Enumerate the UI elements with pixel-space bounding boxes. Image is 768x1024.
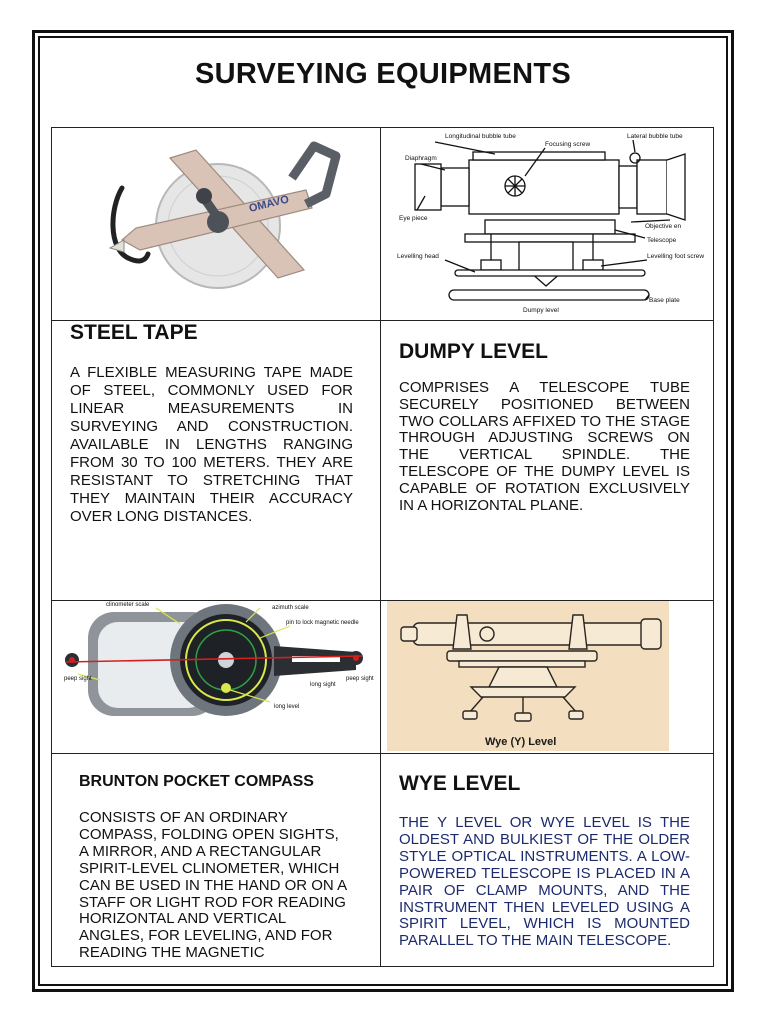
- grid-top-line: [51, 127, 714, 128]
- brunton-label-pin: pin to lock magnetic needle: [286, 620, 359, 626]
- brunton-compass-image: [60, 598, 374, 720]
- dumpy-label-foot-screw: Levelling foot screw: [647, 253, 705, 260]
- brunton-label-peep-right: peep sight: [346, 676, 374, 682]
- dumpy-level-description: COMPRISES A TELESCOPE TUBE SECURELY POSITIONED BETWEEN TWO COLLARS AFFIXED TO THE STAGE THROUGH ADJUSTING SCREWS ON THE VERTICAL SPINDLE. THE TELESCOPE OF THE DUMPY LEVEL IS CAPABLE OF ROTATION EXCLUSIVELY IN A HORIZONTAL PLANE.: [399, 379, 690, 514]
- dumpy-diagram-caption: Dumpy level: [523, 307, 559, 314]
- dumpy-label-telescope: Telescope: [647, 237, 677, 244]
- wye-text-part-1: THE Y LEVEL OR WYE LEVEL IS THE: [399, 814, 690, 831]
- brunton-label-peep-left: peep sight: [64, 676, 92, 682]
- brunton-label-long-sight: long sight: [310, 682, 336, 688]
- dumpy-label-base-plate: Base plate: [649, 297, 680, 304]
- dumpy-label-objective: Objective en: [645, 223, 682, 230]
- steel-tape-heading: STEEL TAPE: [70, 321, 198, 344]
- steel-tape-brand: OMAVO: [247, 193, 291, 215]
- grid-right-line: [713, 127, 714, 967]
- brunton-label-clinometer: clinometer scale: [106, 602, 150, 608]
- wye-image-caption: Wye (Y) Level: [485, 736, 557, 748]
- steel-tape-description: A FLEXIBLE MEASURING TAPE MADE OF STEEL, COMMONLY USED FOR LINEAR MEASUREMENTS IN SURVEYING AND CONSTRUCTION. AVAILABLE IN LENGTHS RANGING FROM 30 TO 100 METERS. THEY ARE RESISTANT TO STRETCHING THAT THEY MAINTAIN THEIR ACCURACY OVER LONG DISTANCES.: [70, 364, 353, 525]
- brunton-heading: BRUNTON POCKET COMPASS: [79, 773, 314, 790]
- grid-center-line: [380, 127, 381, 967]
- dumpy-level-diagram: [395, 130, 705, 316]
- dumpy-label-eyepiece: Eye piece: [399, 215, 428, 222]
- grid-bottom-line: [51, 966, 714, 967]
- wye-level-description: [399, 815, 690, 950]
- dumpy-label-lateral: Lateral bubble tube: [627, 133, 683, 140]
- dumpy-label-diaphragm: Diaphragm: [405, 155, 437, 162]
- dumpy-label-leveling-head: Levelling head: [397, 253, 439, 260]
- wye-level-image: [387, 601, 669, 751]
- brunton-description: CONSISTS OF AN ORDINARY COMPASS, FOLDING OPEN SIGHTS, A MIRROR, AND A RECTANGULAR SPIRIT-LEVEL CLINOMETER, WHICH CAN BE USED IN THE HAND OR ON A STAFF OR LIGHT ROD FOR READING HORIZONTAL AND VERTICAL ANGLES, FOR LEVELING, AND FOR READING THE MAGNETIC: [79, 809, 347, 962]
- steel-tape-image: [100, 138, 340, 298]
- wye-text-highlight: OLDEST AND BULKIEST OF THE OLDER STYLE OPTICAL INSTRUMENTS.: [399, 830, 690, 865]
- brunton-label-long-level: long level: [274, 704, 300, 710]
- grid-left-line: [51, 127, 52, 967]
- grid-row-line-3: [51, 753, 714, 754]
- dumpy-label-longitudinal: Longitudinal bubble tube: [445, 133, 516, 140]
- wye-text-part-2: A LOW-POWERED TELESCOPE IS PLACED IN A PAIR OF CLAMP MOUNTS, AND THE INSTRUMENT THEN LEVELED USING A SPIRIT LEVEL, WHICH IS MOUNTED PARALLEL TO THE MAIN TELESCOPE.: [399, 847, 690, 950]
- brunton-label-azimuth: azimuth scale: [272, 605, 309, 611]
- page-title: SURVEYING EQUIPMENTS: [194, 58, 572, 90]
- dumpy-label-focusing: Focusing screw: [545, 141, 591, 148]
- dumpy-level-heading: DUMPY LEVEL: [399, 340, 548, 363]
- wye-level-heading: WYE LEVEL: [399, 772, 521, 795]
